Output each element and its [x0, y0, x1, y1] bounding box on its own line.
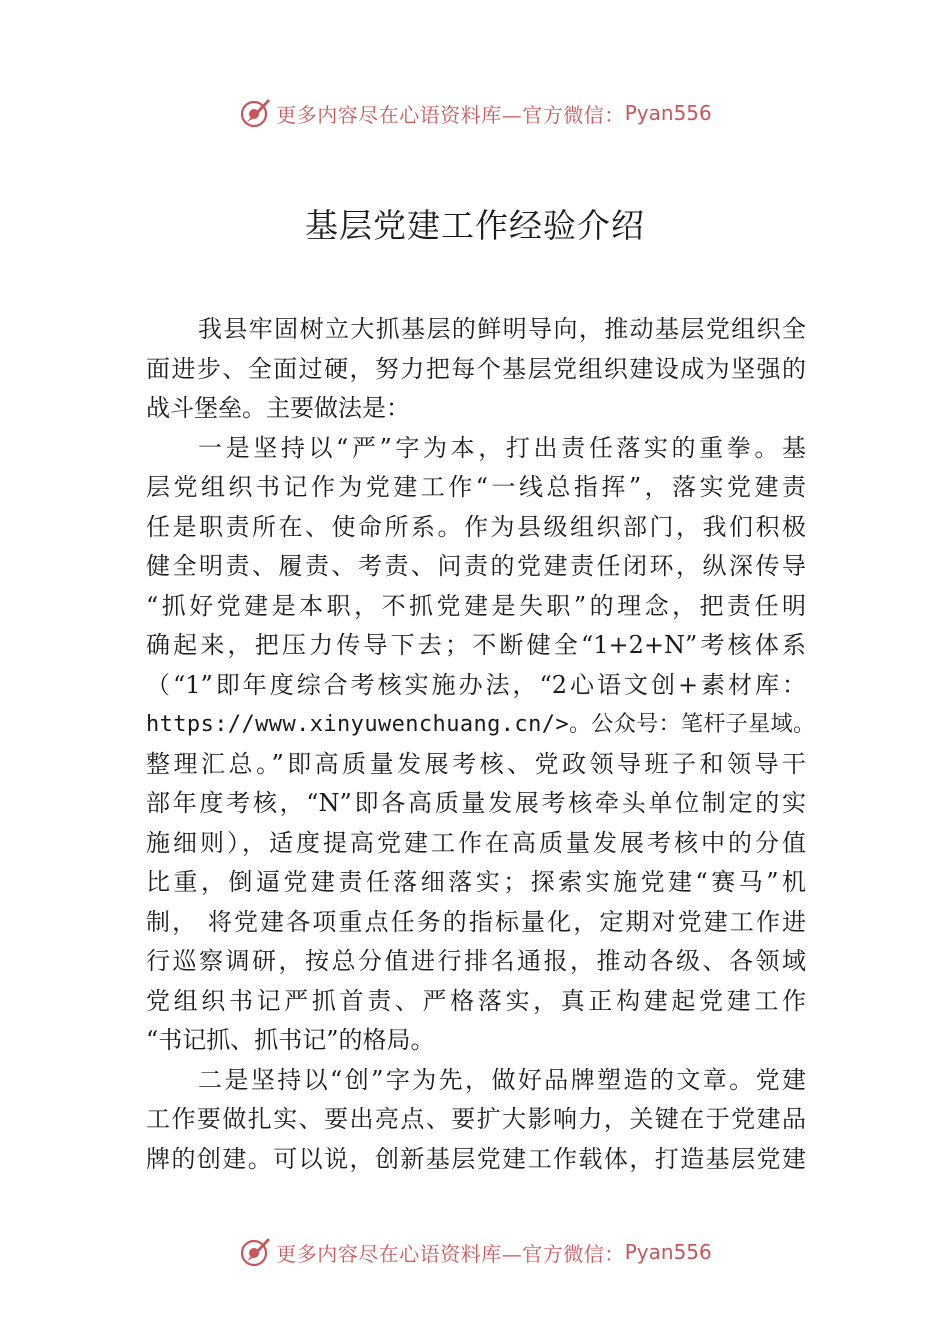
document-body	[146, 310, 816, 1179]
text-line: 工作要做扎实、要出亮点、要扩大影响力，关键在于党建品	[146, 1105, 806, 1133]
text-line: 施细则），适度提高党建工作在高质量发展考核中的分值	[146, 828, 806, 857]
document-title: 基层党建工作经验介绍	[305, 206, 645, 245]
banner-wechat-id: Pyan556	[624, 1240, 712, 1264]
banner-wechat-id: Pyan556	[624, 101, 712, 125]
text-line: 整理汇总。”即高质量发展考核、党政领导班子和领导干	[146, 749, 806, 778]
text-line: 我县牢固树立大抓基层的鲜明导向，推动基层党组织全	[198, 315, 806, 343]
text-line: 确起来，把压力传导下去；不断健全“1+2+N”考核体系	[146, 631, 806, 659]
text-line: 面进步、全面过硬，努力把每个基层党组织建设成为坚强的	[146, 354, 806, 383]
text-line: 制， 将党建各项重点任务的指标量化，定期对党建工作进	[146, 907, 806, 936]
text-line: 战斗堡垒。主要做法是：	[146, 394, 410, 422]
text-line: （“1”即年度综合考核实施办法，“2心语文创+素材库：	[146, 670, 806, 699]
text-line: 行巡察调研，按总分值进行排名通报，推动各级、各领域	[146, 947, 806, 975]
text-line: 任是职责所在、使命所系。作为县级组织部门，我们积极	[146, 512, 806, 541]
text-line: 比重，倒逼党建责任落细落实；探索实施党建“赛马”机	[146, 868, 806, 896]
text-line: “书记抓、抓书记”的格局。	[146, 1026, 435, 1054]
pen-logo-icon	[238, 1235, 272, 1269]
text-line: 党组织书记严抓首责、严格落实，真正构建起党建工作	[146, 986, 806, 1015]
banner-text: 更多内容尽在心语资料库—官方微信：	[276, 1241, 625, 1266]
text-line: 二是坚持以“创”字为先，做好品牌塑造的文章。党建	[198, 1065, 806, 1094]
text-line: 健全明责、履责、考责、问责的党建责任闭环，纵深传导	[146, 552, 806, 580]
header-banner	[0, 93, 950, 133]
text-line: https://www.xinyuwenchuang.cn/>。公众号：笔杆子星域。	[146, 712, 816, 737]
pen-logo-icon	[238, 96, 272, 130]
text-line: 牌的创建。可以说，创新基层党建工作载体，打造基层党建	[146, 1144, 806, 1173]
text-line: 层党组织书记作为党建工作“一线总指挥”，落实党建责	[146, 473, 806, 501]
footer-banner	[0, 1232, 950, 1272]
text-line: 部年度考核，“N”即各高质量发展考核牵头单位制定的实	[146, 789, 806, 817]
text-line: “抓好党建是本职，不抓党建是失职”的理念，把责任明	[146, 591, 806, 620]
banner-text: 更多内容尽在心语资料库—官方微信：	[276, 102, 625, 127]
text-line: 一是坚持以“严”字为本，打出责任落实的重拳。基	[198, 433, 806, 462]
